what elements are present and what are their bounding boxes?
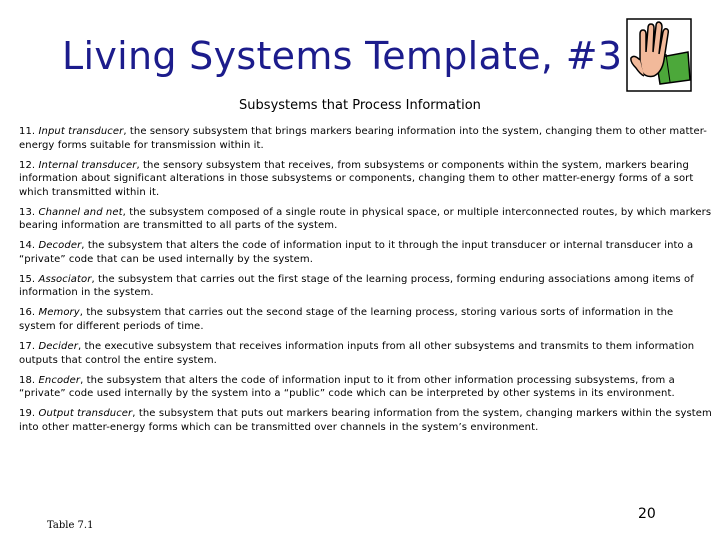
- item-number: 14.: [19, 240, 36, 252]
- item-term: Decoder: [38, 240, 82, 252]
- subsystem-list: [19, 125, 713, 441]
- item-text: , the subsystem that carries out the first stage of the learning process, forming enduring associations among items of information in the system.: [19, 273, 694, 299]
- item-term: Decider: [38, 341, 78, 353]
- item-number: 19.: [19, 408, 36, 420]
- list-item: [19, 206, 713, 233]
- item-text: , the subsystem that alters the code of information input to it from other information processing subsystems, from a “private” code used internally by the system into a “public” code which can be interpreted by other systems in its environment.: [19, 374, 675, 400]
- item-number: 17.: [19, 341, 36, 353]
- slide-title: Living Systems Template, #3: [62, 34, 623, 78]
- item-term: Channel and net: [38, 206, 123, 218]
- item-term: Internal transducer: [38, 159, 137, 171]
- item-number: 13.: [19, 206, 36, 218]
- list-item: [19, 125, 713, 152]
- item-text: , the executive subsystem that receives information inputs from all other subsystems and transmits to them information outputs that control the entire system.: [19, 341, 695, 366]
- item-text: , the subsystem that puts out markers bearing information from the system, changing markers within the system into other matter-energy forms which can be transmitted over channels in the system’s environment.: [19, 408, 712, 433]
- item-term: Output transducer: [38, 408, 133, 420]
- list-item: [19, 306, 713, 333]
- item-text: , the subsystem that carries out the second stage of the learning process, storing various sorts of information in the system for different periods of time.: [19, 307, 674, 332]
- item-text: , the subsystem that alters the code of information input to it through the input transducer or internal transducer into a “private” code that can be used internally by the system.: [19, 240, 694, 265]
- list-item: [19, 340, 713, 367]
- item-term: Input transducer: [38, 126, 124, 137]
- table-label: Table 7.1: [47, 520, 94, 531]
- item-term: Memory: [38, 307, 80, 319]
- item-text: , the sensory subsystem that brings markers bearing information into the system, changing them to other matter-energy forms suitable for transmission within it.: [19, 126, 708, 151]
- list-item: [19, 273, 713, 300]
- page-number: 20: [638, 506, 656, 522]
- item-text: , the subsystem composed of a single route in physical space, or multiple interconnected routes, by which markers bearing information are transmitted to all parts of the system.: [19, 206, 712, 232]
- item-number: 16.: [19, 307, 36, 319]
- list-item: [19, 159, 713, 200]
- item-term: Associator: [38, 273, 92, 285]
- item-number: 15.: [19, 273, 36, 285]
- item-number: 11.: [19, 126, 36, 137]
- hand-stop-icon: [626, 18, 692, 92]
- list-item: [19, 374, 713, 401]
- slide-subtitle: Subsystems that Process Information: [239, 98, 481, 113]
- list-item: [19, 239, 713, 266]
- item-number: 12.: [19, 159, 36, 171]
- list-item: [19, 407, 713, 434]
- item-term: Encoder: [38, 374, 81, 386]
- item-number: 18.: [19, 374, 36, 386]
- item-text: , the sensory subsystem that receives, from subsystems or components within the system, markers bearing information about significant alterations in those subsystems or components, changing them to other matter-energy forms of a sort which transmitted within it.: [19, 159, 694, 198]
